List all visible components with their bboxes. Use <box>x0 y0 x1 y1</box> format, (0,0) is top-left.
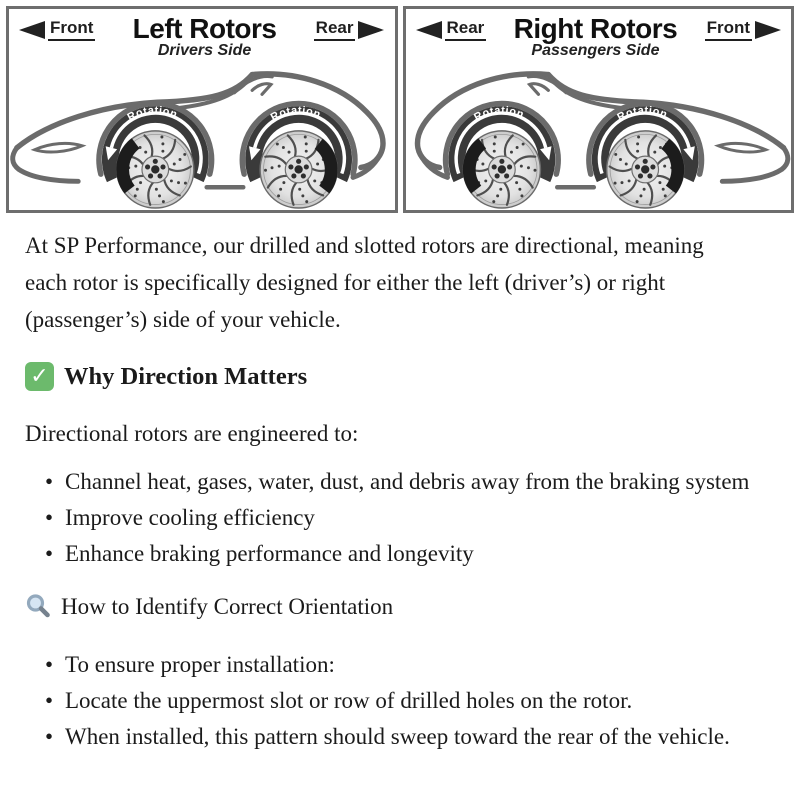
rotation-label: Rotation <box>268 104 323 124</box>
arrow-right-icon <box>755 21 781 39</box>
list-item: • To ensure proper installation: <box>43 647 755 683</box>
list-item: • Locate the uppermost slot or row of drilled holes on the rotor. <box>43 683 755 719</box>
benefits-list <box>43 464 755 572</box>
list-item: • Improve cooling efficiency <box>43 500 755 536</box>
list-item: • Channel heat, gases, water, dust, and debris away from the braking system <box>43 464 755 500</box>
panel-titles <box>133 14 277 60</box>
car-illustration-left <box>9 59 395 209</box>
heading-text: Why Direction Matters <box>64 363 308 390</box>
direction-label: Rear <box>445 18 487 41</box>
panel-subtitle: Passengers Side <box>531 42 660 60</box>
car-illustration-right <box>406 59 792 209</box>
magnifier-icon <box>25 593 52 620</box>
check-mark-icon: ✓ <box>25 362 54 391</box>
direction-label: Front <box>48 18 95 41</box>
why-direction-matters-heading <box>25 358 772 395</box>
panel-header <box>9 14 395 60</box>
lead-paragraph: Directional rotors are engineered to: <box>25 421 359 446</box>
panel-titles <box>514 14 678 60</box>
panel-subtitle: Drivers Side <box>157 42 252 60</box>
left-rotors-panel <box>6 6 398 213</box>
front-direction-indicator <box>19 18 95 41</box>
front-direction-indicator <box>705 18 781 41</box>
arrow-right-icon <box>358 21 384 39</box>
direction-label: Rear <box>314 18 356 41</box>
heading-text: How to Identify Correct Orientation <box>61 594 394 619</box>
installation-list <box>43 647 755 755</box>
arrow-left-icon <box>19 21 45 39</box>
rotation-label: Rotation <box>471 104 526 124</box>
how-to-identify-heading <box>25 588 772 625</box>
intro-paragraph: At SP Performance, our drilled and slotted rotors are directional, meaning each rotor is specifically designed for either the left (driver’s) or right (passenger’s) side of your vehicle. <box>25 233 704 332</box>
list-item: • When installed, this pattern should sweep toward the rear of the vehicle. <box>43 719 755 755</box>
rear-direction-indicator <box>416 18 487 41</box>
arrow-left-icon <box>416 21 442 39</box>
rear-direction-indicator <box>314 18 385 41</box>
panel-title: Left Rotors <box>132 13 277 44</box>
rotation-label: Rotation <box>614 104 669 124</box>
list-item: • Enhance braking performance and longevity <box>43 536 755 572</box>
rotor-direction-diagram <box>0 0 800 213</box>
right-rotors-panel <box>403 6 795 213</box>
article-body <box>0 213 800 755</box>
panel-header <box>406 14 792 60</box>
panel-title: Right Rotors <box>513 13 678 44</box>
rotation-label: Rotation <box>125 104 180 124</box>
direction-label: Front <box>705 18 752 41</box>
